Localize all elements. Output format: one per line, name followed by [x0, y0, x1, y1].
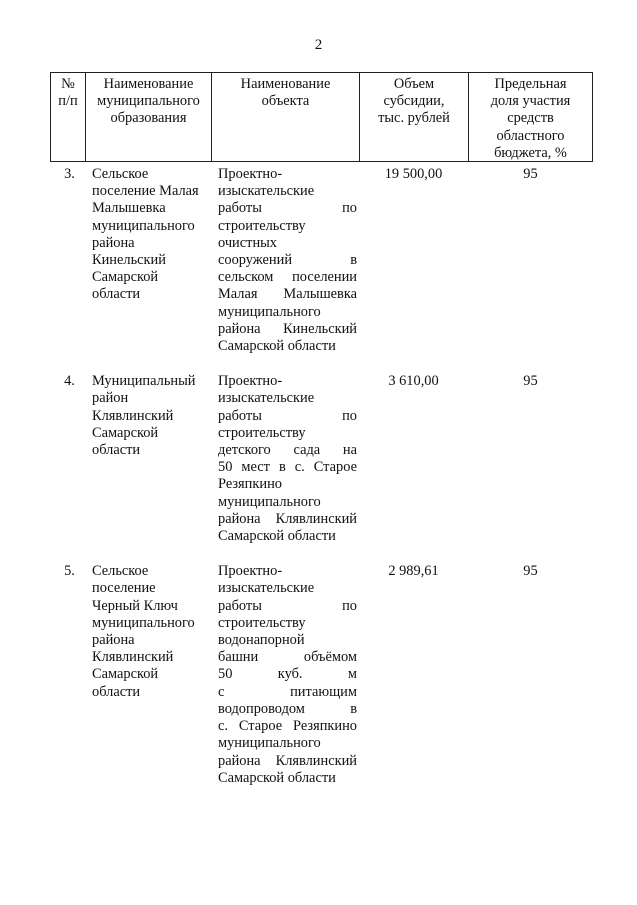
row-share: 95	[523, 166, 538, 182]
row-municipality	[85, 166, 211, 355]
row-number: 5.	[64, 563, 75, 580]
text-line: с. Старое Резяпкино	[218, 718, 357, 735]
text-line: муниципального	[218, 735, 321, 752]
text-line: Самарской	[92, 666, 159, 683]
text-line: сельском поселении	[218, 269, 357, 286]
text-line: водонапорной	[218, 632, 305, 649]
header-line: №	[61, 76, 75, 92]
text-line: строительству	[218, 217, 306, 234]
text-line: Проектно-	[218, 563, 283, 580]
header-line: Наименование	[103, 76, 194, 92]
subsidy-table	[50, 72, 593, 787]
row-object	[211, 166, 359, 355]
text-line: Черный Ключ	[92, 597, 178, 614]
row-municipality	[85, 563, 211, 787]
text-line: изыскательские	[218, 580, 315, 597]
text-line: с питающим	[218, 683, 357, 700]
text-line: муниципального	[92, 614, 195, 631]
text-line: Малая Малышевка	[218, 286, 357, 303]
text-line: работы по	[218, 200, 357, 217]
header-line: п/п	[58, 93, 78, 110]
text-line: изыскательские	[218, 390, 315, 407]
text-line: области	[92, 286, 141, 303]
text-line: Клявлинский	[92, 649, 174, 666]
header-cell-share	[468, 73, 593, 161]
text-line: изыскательские	[218, 183, 315, 200]
row-object	[211, 563, 359, 787]
header-cell-object	[211, 73, 359, 161]
text-line: района	[92, 234, 135, 251]
text-line: Сельское	[92, 166, 149, 182]
text-line: Малышевка	[92, 200, 166, 217]
row-subsidy: 2 989,61	[388, 563, 439, 580]
text-line: Проектно-	[218, 373, 283, 390]
header-line: тыс. рублей	[378, 110, 450, 127]
text-line: Кинельский	[92, 252, 166, 269]
text-line: работы по	[218, 597, 357, 614]
row-number: 3.	[64, 166, 75, 182]
row-share: 95	[523, 563, 538, 580]
text-line: района Клявлинский	[218, 752, 357, 769]
text-line: строительству	[218, 424, 306, 441]
header-line: бюджета, %	[494, 144, 567, 161]
text-line: Проектно-	[218, 166, 283, 182]
text-line: Самарской области	[218, 528, 336, 545]
text-line: район	[92, 390, 129, 407]
table-header	[50, 72, 593, 162]
text-line: района	[92, 632, 135, 649]
header-line: Предельная	[494, 76, 567, 92]
row-subsidy: 19 500,00	[384, 166, 443, 182]
text-line: района Кинельский	[218, 320, 357, 337]
page-number: 2	[314, 37, 323, 53]
text-line: поселение Малая	[92, 183, 199, 200]
text-line: сооружений в	[218, 252, 357, 269]
text-line: Самарской области	[218, 769, 336, 786]
header-cell-subsidy	[359, 73, 468, 161]
header-line: областного	[496, 127, 565, 144]
header-line: средств	[507, 110, 554, 127]
text-line: Резяпкино	[218, 476, 282, 493]
table-row	[50, 563, 593, 787]
text-line: 50 куб. м	[218, 666, 357, 683]
header-line: Объем	[393, 76, 435, 92]
header-line: образования	[110, 110, 187, 127]
text-line: работы по	[218, 407, 357, 424]
text-line: 50 мест в с. Старое	[218, 459, 357, 476]
header-line: субсидии,	[383, 93, 445, 110]
text-line: области	[92, 683, 141, 700]
text-line: Самарской области	[218, 338, 336, 355]
row-subsidy: 3 610,00	[388, 373, 439, 390]
header-line: муниципального	[97, 93, 200, 110]
text-line: области	[92, 442, 141, 459]
text-line: Сельское	[92, 563, 149, 580]
row-share: 95	[523, 373, 538, 390]
text-line: муниципального	[218, 493, 321, 510]
table-row	[50, 166, 593, 355]
text-line: детского сада на	[218, 442, 357, 459]
text-line: водопроводом в	[218, 700, 357, 717]
table-row	[50, 373, 593, 545]
header-cell-municipality	[85, 73, 211, 161]
row-municipality	[85, 373, 211, 545]
text-line: Самарской	[92, 269, 159, 286]
text-line: Самарской	[92, 424, 159, 441]
header-line: доля участия	[490, 93, 571, 110]
text-line: Клявлинский	[92, 407, 174, 424]
row-object	[211, 373, 359, 545]
header-line: объекта	[261, 93, 310, 110]
text-line: муниципального	[92, 217, 195, 234]
text-line: района Клявлинский	[218, 510, 357, 527]
text-line: поселение	[92, 580, 156, 597]
text-line: Муниципальный	[92, 373, 196, 390]
text-line: очистных	[218, 234, 278, 251]
text-line: муниципального	[218, 303, 321, 320]
header-cell-number	[50, 73, 85, 161]
row-number: 4.	[64, 373, 75, 390]
text-line: башни объёмом	[218, 649, 357, 666]
text-line: строительству	[218, 614, 306, 631]
header-line: Наименование	[240, 76, 331, 92]
